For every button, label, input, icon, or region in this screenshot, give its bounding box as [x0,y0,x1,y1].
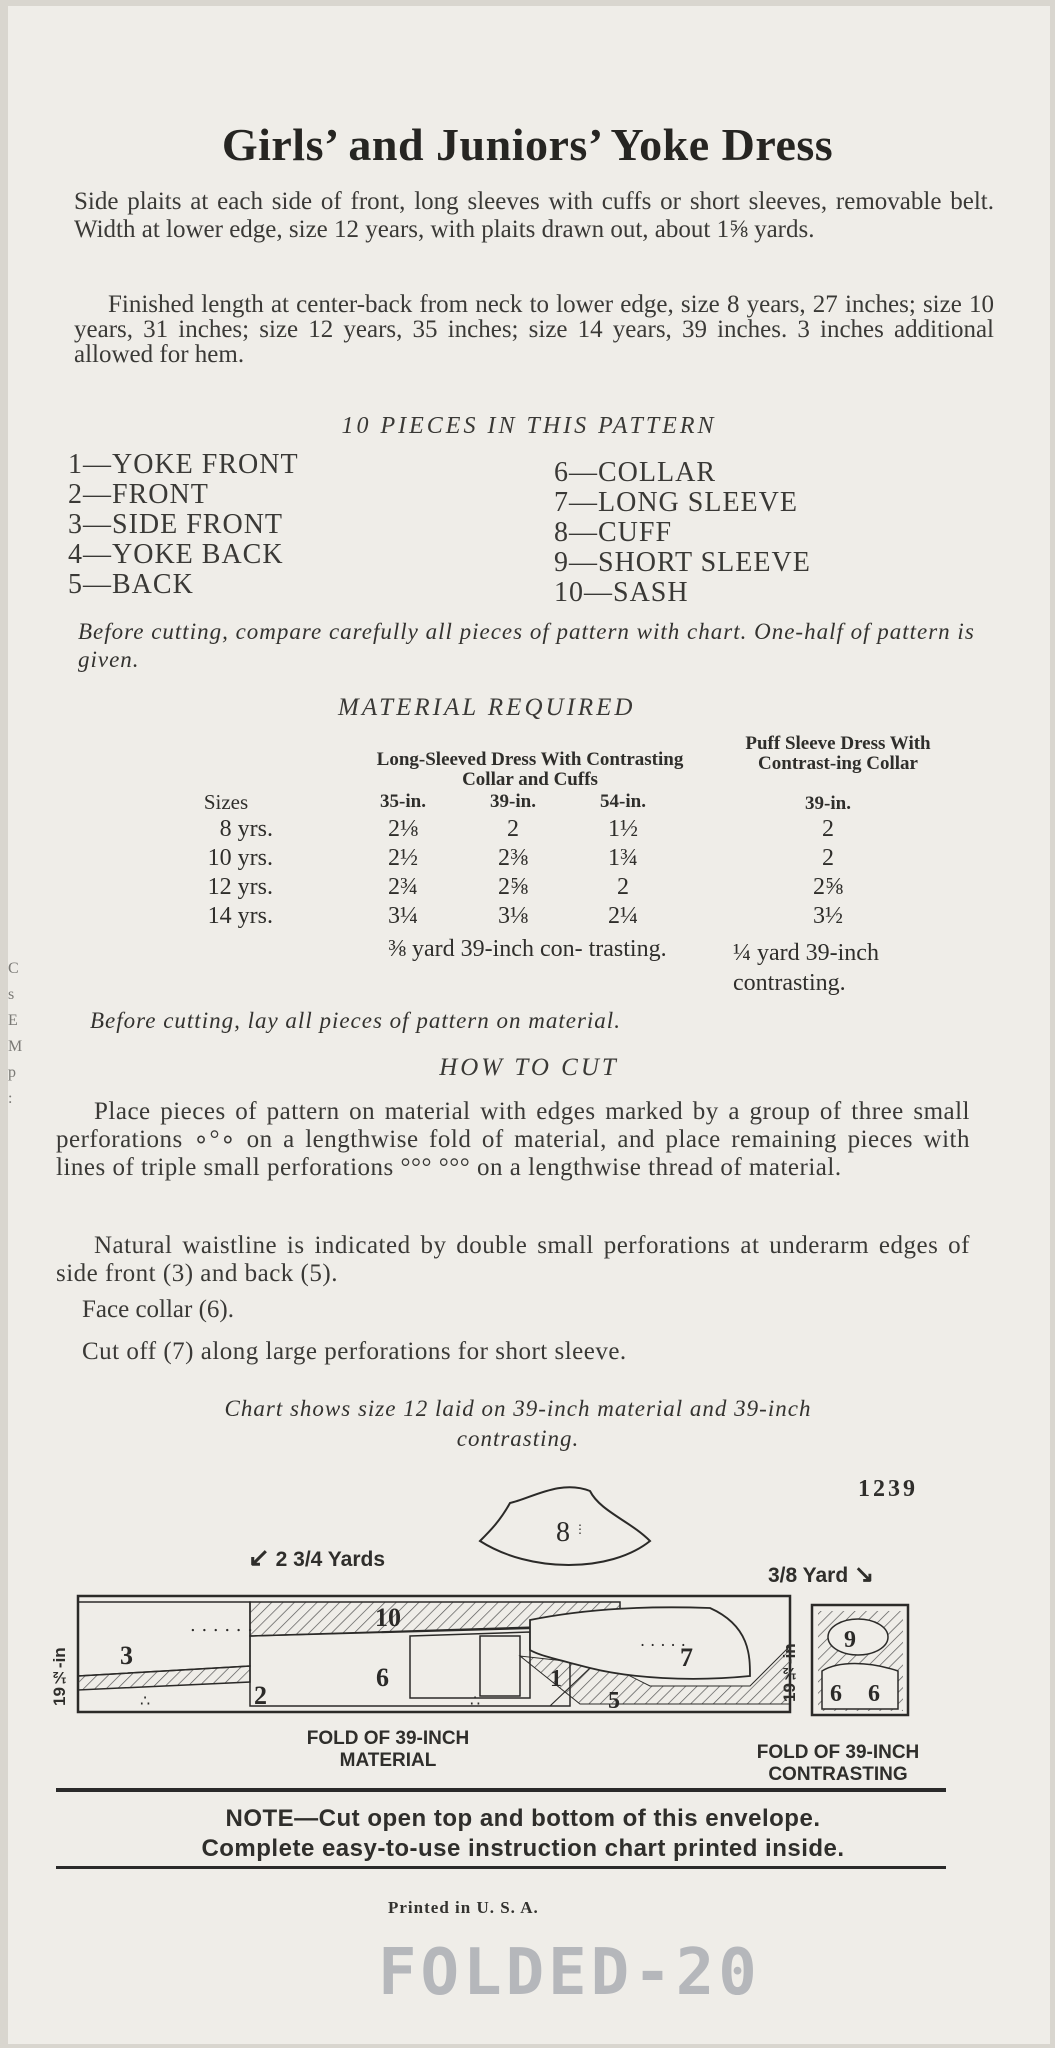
how-to-cut-paragraph-3: Face collar (6). [82,1296,235,1323]
piece-item: 8—CUFF [554,517,673,548]
description-text: Side plaits at each side of front, long sleeves with cuffs or short sleeves, removable belt. Width at lower edge, size 12 years, with plaits drawn out, about 1⅝ yards. [74,188,994,243]
svg-text:⋮: ⋮ [574,1522,586,1536]
note-line-1: NOTE—Cut open top and bottom of this envelope. [225,1805,821,1832]
cell-35: 3¼ [388,903,418,929]
table-row [158,874,958,903]
margin-bleed-marks: C s E M p : [8,960,23,1107]
contrast-layout-diagram [808,1601,918,1721]
diagram-label-2: 2 [254,1681,267,1710]
diagram-label-5: 6 [376,1663,389,1692]
material-table-body [158,816,958,932]
col-header-39: 39-in. [490,791,536,812]
table-group-puff-sleeve-header: Puff Sleeve Dress With Contrast-ing Collar [745,733,931,774]
cell-39: 2⅝ [498,874,528,900]
cell-54: 1½ [608,816,638,842]
piece-item: 10—SASH [554,577,689,608]
page-title: Girls’ and Juniors’ Yoke Dress [221,119,834,170]
note-block [48,1804,998,1864]
material-heading: MATERIAL REQUIRED [338,694,636,721]
svg-text:∴: ∴ [470,1691,481,1710]
pieces-heading: 10 PIECES IN THIS PATTERN [341,413,717,439]
cell-35: 2¾ [388,874,418,900]
diagram-label-6b: 6 [868,1681,880,1707]
yards-contrast-label: 3/8 Yard ↘ [768,1561,875,1588]
folded-stamp: FOLDED-20 [378,1936,761,2010]
pieces-list-left [68,450,468,600]
fold-contrast-label: FOLD OF 39-INCH CONTRASTING [756,1742,920,1785]
size-cell: 12 yrs. [207,874,273,900]
diagram-label-6a: 6 [830,1681,842,1707]
printed-in-usa: Printed in U. S. A. [388,1898,539,1917]
piece-item: 1—YOKE FRONT [68,449,299,480]
col-header-54: 54-in. [600,791,646,812]
size-cell: 14 yrs. [207,903,273,929]
table-group-long-sleeve-header: Long-Sleeved Dress With Contrasting Collar and Cuffs [376,749,684,790]
yards-main-label: ↙ 2 3/4 Yards [248,1542,386,1572]
rule-top [56,1788,946,1792]
piece-item: 2—FRONT [68,479,209,510]
piece-item: 5—BACK [68,569,194,600]
finished-length-text: Finished length at center-back from neck to lower edge, size 8 years, 27 inches; size 10 years, 31 inches; size 12 years, 35 inches; size 14 years, 39 inches. 3 inches additional allowed for hem. [74,291,994,368]
col-header-35: 35-in. [380,791,426,812]
sizes-header: Sizes [203,790,249,814]
note-line-2: Complete easy-to-use instruction chart printed inside. [201,1835,845,1862]
diagram-label-7: 7 [680,1643,693,1672]
yards-main-text: 2 3/4 Yards [275,1548,386,1571]
width-main-label: 19½-in [50,1647,69,1706]
cell-54: 2¼ [608,903,638,929]
diagram-label-10: 10 [375,1603,401,1632]
pieces-list-right [554,458,974,608]
svg-text:∴: ∴ [140,1691,151,1710]
cell-puff: 2 [822,845,834,871]
svg-text:. . . . .: . . . . . [640,1631,686,1650]
cell-54: 1¾ [608,845,638,871]
cell-puff: 2⅝ [813,874,843,900]
table-row [158,816,958,845]
col-header-puff-39: 39-in. [805,793,851,814]
diagram-label-9: 8 [556,1517,570,1548]
how-to-cut-paragraph-4: Cut off (7) along large perforations for short sleeve. [82,1338,627,1365]
width-contrast-label: 19½-in [780,1643,799,1702]
size-cell: 10 yrs. [207,845,273,871]
svg-text:. . . . . .: . . . . . . [190,1615,253,1636]
piece-item: 4—YOKE BACK [68,539,284,570]
pattern-envelope [8,6,1050,2044]
yards-contrast-text: 3/8 Yard [768,1564,849,1587]
contrast-note-long-sleeve: ⅜ yard 39-inch con- trasting. [388,936,667,962]
short-sleeve-piece-diagram [470,1481,660,1577]
contrast-note-puff-sleeve: ¼ yard 39-inch contrasting. [733,940,879,996]
how-to-cut-paragraph-1: Place pieces of pattern on material with edges marked by a group of three small perforations ∘°∘ on a lengthwise fold of material, and place remaining pieces with lines of triple small perforations °°° °°° on a lengthwise thread of material. [56,1098,970,1181]
diagram-label-4: 5 [608,1688,620,1714]
cell-puff: 3½ [813,903,843,929]
piece-item: 6—COLLAR [554,457,716,488]
cell-39: 3⅛ [498,903,528,929]
cell-35: 2½ [388,845,418,871]
fold-main-label: FOLD OF 39-INCH MATERIAL [306,1728,470,1771]
cell-puff: 2 [822,816,834,842]
cell-39: 2 [507,816,519,842]
chart-note: Chart shows size 12 laid on 39-inch material and 39-inch contrasting. [224,1396,812,1451]
diagram-label-3: 3 [120,1641,133,1670]
pattern-number: 1239 [858,1476,918,1502]
table-row [158,903,958,932]
compare-note: Before cutting, compare carefully all pieces of pattern with chart. One-half of pattern is given. [78,619,975,672]
table-row [158,845,958,874]
diagram-label-1: 1 [550,1666,562,1692]
diagram-label-8: 9 [844,1627,856,1653]
piece-item: 3—SIDE FRONT [68,509,284,540]
rule-bottom [56,1866,946,1869]
cell-35: 2⅛ [388,816,418,842]
how-to-cut-paragraph-2: Natural waistline is indicated by double small perforations at underarm edges of side front (3) and back (5). [56,1232,970,1287]
piece-item: 7—LONG SLEEVE [554,487,798,518]
cell-54: 2 [617,874,629,900]
cell-39: 2⅜ [498,845,528,871]
size-cell: 8 yrs. [219,816,273,842]
piece-item: 9—SHORT SLEEVE [554,547,811,578]
how-to-cut-heading: HOW TO CUT [439,1054,619,1081]
lay-note: Before cutting, lay all pieces of pattern on material. [90,1008,621,1033]
